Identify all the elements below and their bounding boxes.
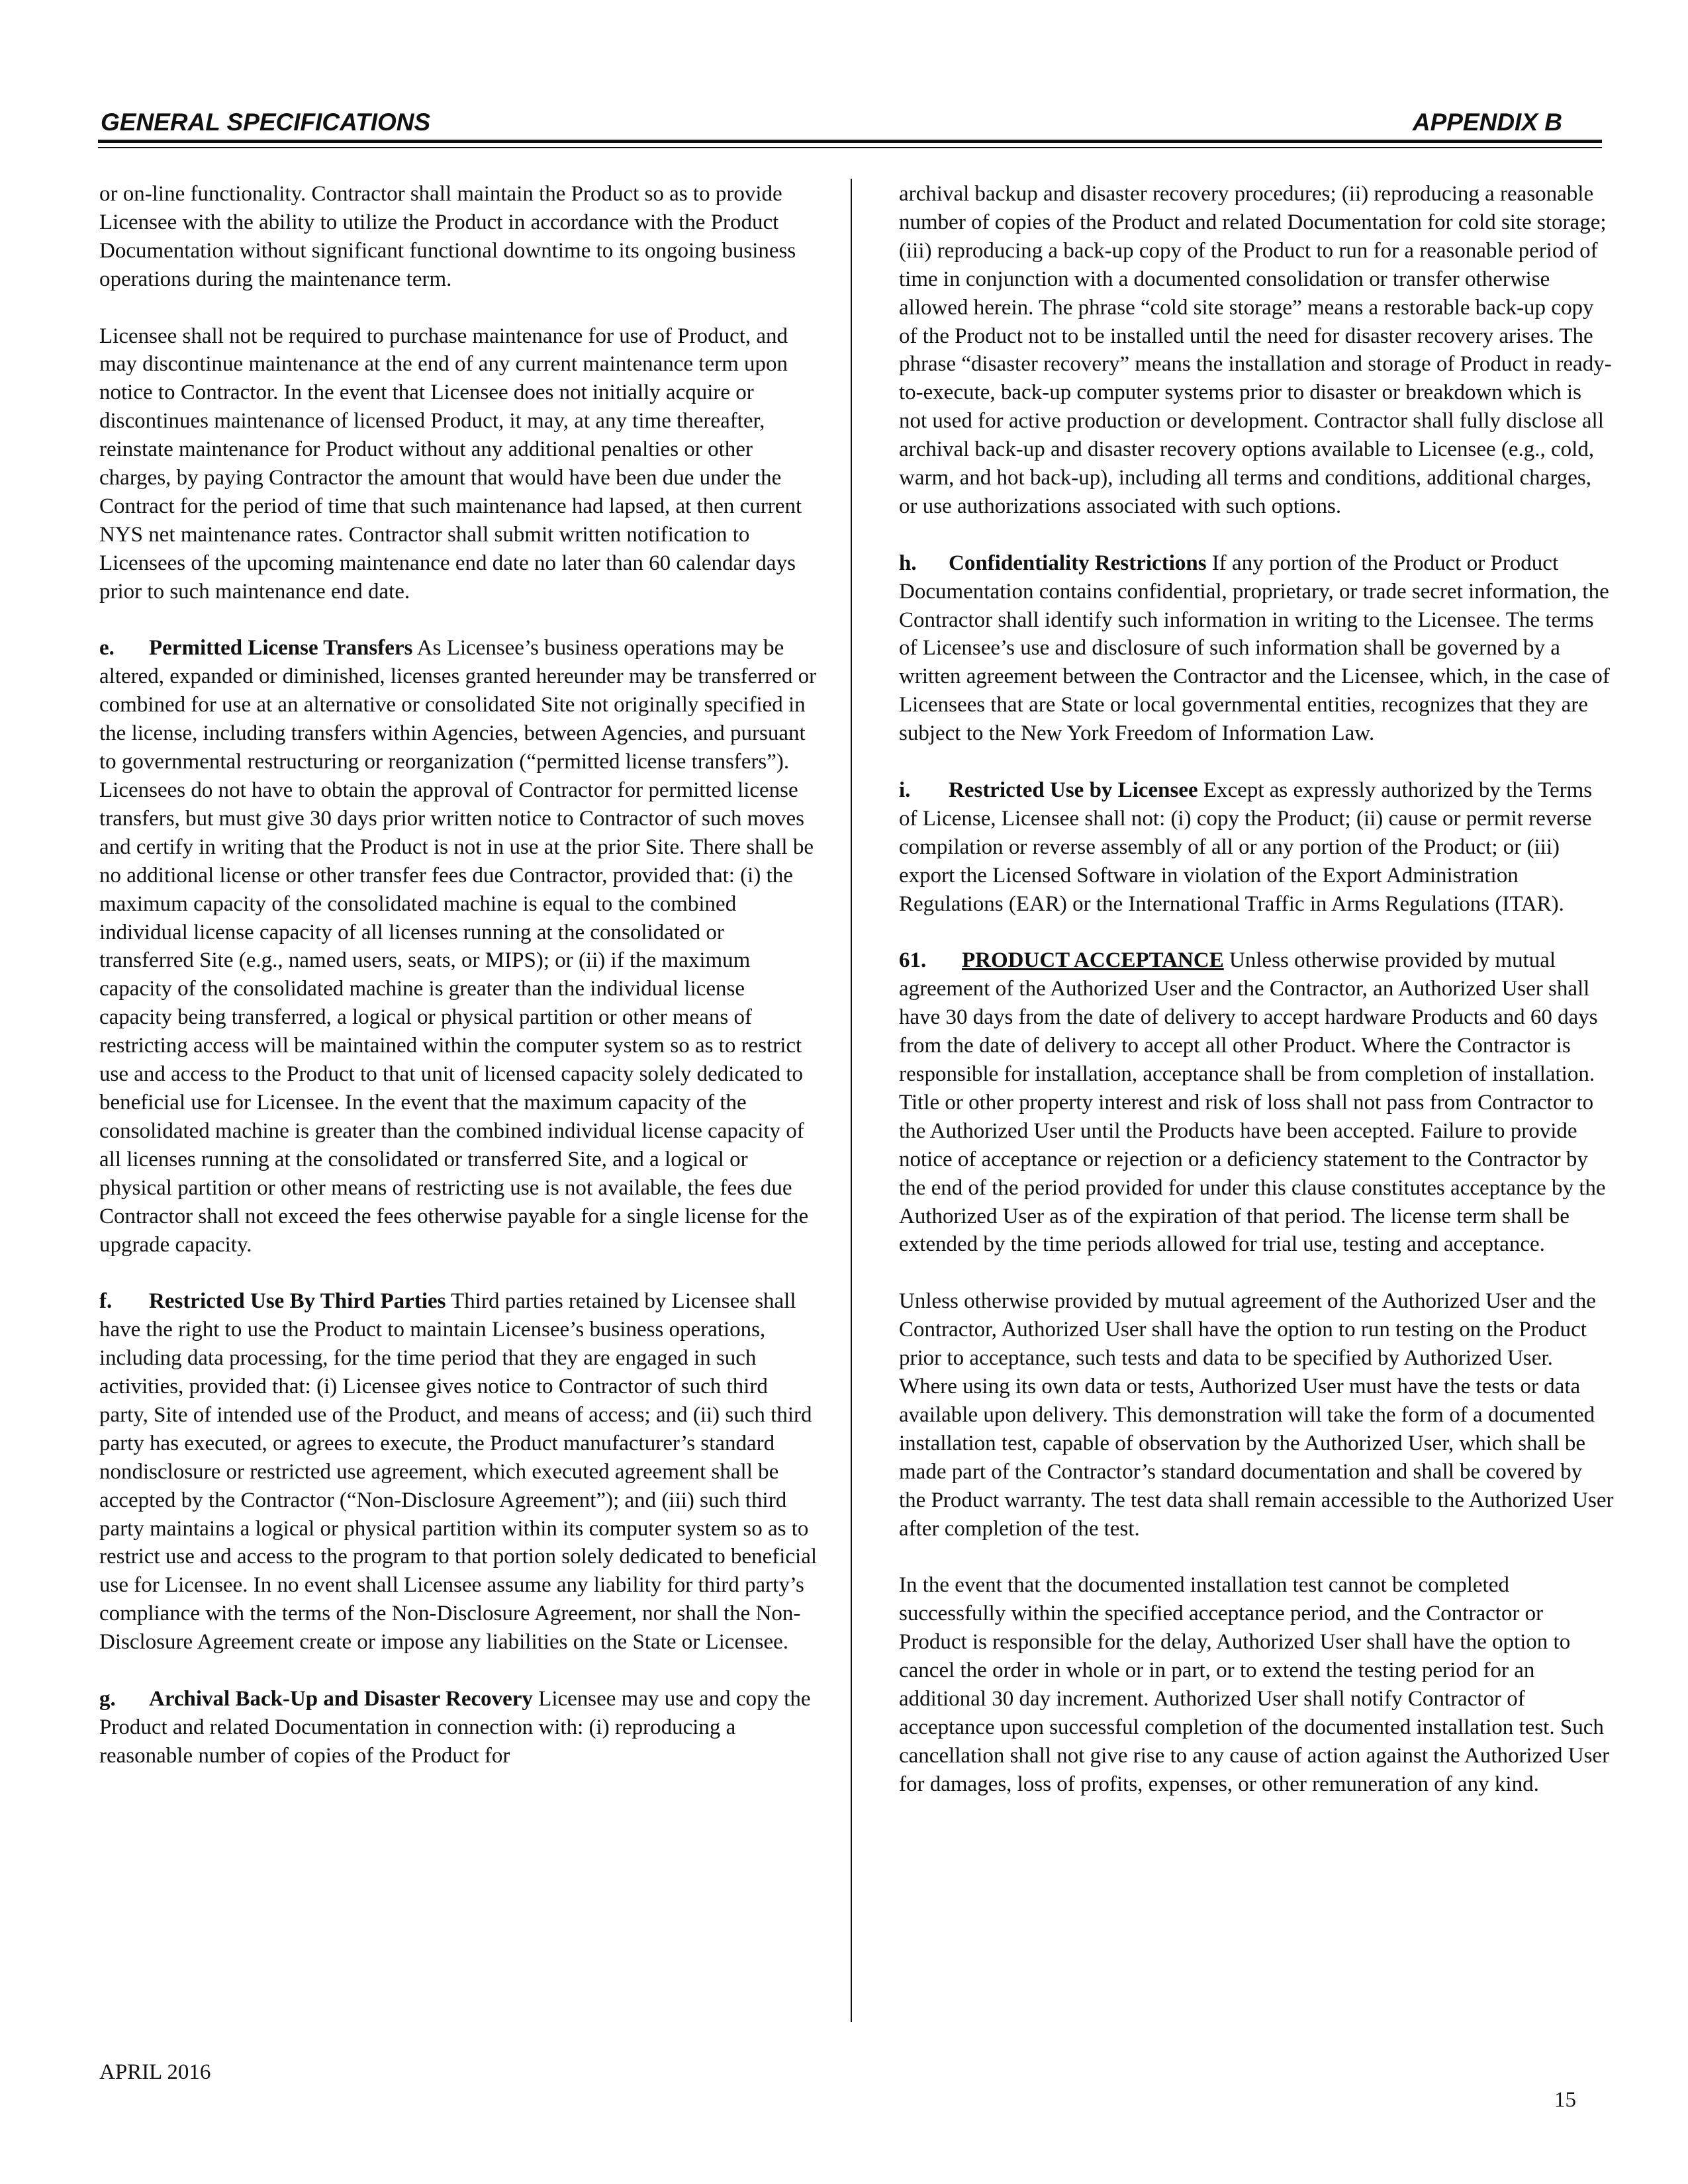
right-column: [899, 180, 1614, 1799]
header-rule-thick: [98, 140, 1602, 143]
section-i-restricted-use-licensee: [899, 776, 1614, 919]
section-title: Permitted License Transfers: [149, 636, 413, 660]
column-divider: [851, 179, 852, 2022]
paragraph-text: archival backup and disaster recovery procedures; (ii) reproducing a reasonable number of copies of the Product and related Documentation for cold site storage; (iii) reproducing a back-up copy of the Product to run for a reasonable period of time in conjunction with a documented consolidation or transfer otherwise allowed herein. The phrase “cold site storage” means a restorable back-up copy of the Product not to be installed until the need for disaster recovery arises. The phrase “disaster recovery” means the installation and storage of Product in ready-to-execute, back-up computer systems prior to disaster or breakdown which is not used for active production or development. Contractor shall fully disclose all archival back-up and disaster recovery options available to Licensee (e.g., cold, warm, and hot back-up), including all terms and conditions, additional charges, or use authorizations associated with such options.: [899, 182, 1612, 518]
section-label: h.: [899, 551, 917, 575]
section-label: f.: [99, 1289, 113, 1314]
paragraph-text: Unless otherwise provided by mutual agreement of the Authorized User and the Contractor, Authorized User shall have the option to run testing on the Product prior to acceptance, such tests and data to be specified by Authorized User. Where using its own data or tests, Authorized User must have the tests or data available upon delivery. This demonstration will take the form of a documented installation test, capable of observation by the Authorized User, which shall be made part of the Contractor’s standard documentation and shall be covered by the Product warranty. The test data shall remain accessible to the Authorized User after completion of the test.: [899, 1289, 1614, 1541]
section-h-confidentiality-restrictions: [899, 549, 1614, 748]
paragraph-text: or on-line functionality. Contractor shall maintain the Product so as to provide Licensee with the ability to utilize the Product in accordance with the Product Documentation without significant functional downtime to its ongoing business operations during the maintenance term.: [99, 182, 796, 291]
page-number: 15: [1554, 2088, 1576, 2112]
section-number: 61.: [899, 948, 927, 973]
paragraph-text: Licensee shall not be required to purchase maintenance for use of Product, and may discontinue maintenance at the end of any current maintenance term upon notice to Contractor. In the event that Licensee does not initially acquire or discontinues maintenance of licensed Product, it may, at any time thereafter, reinstate maintenance for Product without any additional penalties or other charges, by paying Contractor the amount that would have been due under the Contract for the period of time that such maintenance had lapsed, at then current NYS net maintenance rates. Contractor shall submit written notification to Licensees of the upcoming maintenance end date no later than 60 calendar days prior to such maintenance end date.: [99, 324, 802, 604]
section-title: Archival Back-Up and Disaster Recovery: [149, 1686, 533, 1711]
paragraph-maintenance-continued: [99, 180, 821, 294]
header-rule-thin: [98, 147, 1602, 148]
section-text: Third parties retained by Licensee shall have the right to use the Product to maintain Licensee’s business operations, including data processing, for the time period that they are engaged in such activities, provided that: (i) Licensee gives notice to Contractor of such third party, Site of intended use of the Product, and means of access; and (ii) such third party has executed, or agrees to execute, the Product manufacturer’s standard nondisclosure or restricted use agreement, which executed agreement shall be accepted by the Contractor (“Non-Disclosure Agreement”); and (iii) such third party maintains a logical or physical partition within its computer system so as to restrict use and access to the program to that portion solely dedicated to beneficial use for Licensee. In no event shall Licensee assume any liability for third party’s compliance with the terms of the Non-Disclosure Agreement, nor shall the Non-Disclosure Agreement create or impose any liabilities on the State or Licensee.: [99, 1289, 818, 1655]
paragraph-maintenance-purchase: [99, 322, 821, 606]
section-label: g.: [99, 1686, 116, 1711]
paragraph-archival-continued: [899, 180, 1614, 521]
section-label: e.: [99, 636, 115, 660]
section-text: If any portion of the Product or Product Documentation contains confidential, proprietary, or trade secret information, the Contractor shall identify such information in writing to the Licensee. The terms of Licensee’s use and disclosure of such information shall be governed by a written agreement between the Contractor and the Licensee, which, in the case of Licensees that are State or local governmental entities, recognizes that they are subject to the New York Freedom of Information Law.: [899, 551, 1610, 746]
section-text: Except as expressly authorized by the Terms of License, Licensee shall not: (i) copy the Product; (ii) cause or permit reverse compilation or reverse assembly of all or any portion of the Product; or (iii) export the Licensed Software in violation of the Export Administration Regulations (EAR) or the International Traffic in Arms Regulations (ITAR).: [899, 778, 1593, 916]
header-appendix: APPENDIX B: [1412, 109, 1562, 136]
paragraph-installation-test: [899, 1571, 1614, 1798]
section-title: Confidentiality Restrictions: [949, 551, 1207, 575]
footer-date: APRIL 2016: [99, 2060, 211, 2084]
section-f-restricted-use-third-parties: [99, 1287, 821, 1657]
section-text: Unless otherwise provided by mutual agreement of the Authorized User and the Contractor, an Authorized User shall have 30 days from the date of delivery to accept hardware Products and 60 days from the date of delivery to accept all other Product. Where the Contractor is responsible for installation, acceptance shall be from completion of installation. Title or other property interest and risk of loss shall not pass from Contractor to the Authorized User until the Products have been accepted. Failure to provide notice of acceptance or rejection or a deficiency statement to the Contractor by the end of the period provided for under this clause constitutes acceptance by the Authorized User as of the expiration of that period. The license term shall be extended by the time periods allowed for trial use, testing and acceptance.: [899, 948, 1606, 1257]
page-header: [98, 106, 1582, 139]
section-label: i.: [899, 778, 911, 802]
section-title: Restricted Use By Third Parties: [149, 1289, 446, 1314]
paragraph-testing-option: [899, 1287, 1614, 1543]
section-text: As Licensee’s business operations may be altered, expanded or diminished, licenses granted hereunder may be transferred or combined for use at an alternative or consolidated Site not originally specified in the license, including transfers within Agencies, between Agencies, and pursuant to governmental restructuring or reorganization (“permitted license transfers”). Licensees do not have to obtain the approval of Contractor for permitted license transfers, but must give 30 days prior written notice to Contractor of such moves and certify in writing that the Product is not in use at the prior Site. There shall be no additional license or other transfer fees due Contractor, provided that: (i) the maximum capacity of the consolidated machine is equal to the combined individual license capacity of all licenses running at the consolidated or transferred Site (e.g., named users, seats, or MIPS); or (ii) if the maximum capacity of the consolidated machine is greater than the individual license capacity being transferred, a logical or physical partition or other means of restricting access will be maintained within the computer system so as to restrict use and access to the Product to that unit of licensed capacity solely dedicated to beneficial use for Licensee. In the event that the maximum capacity of the consolidated machine is greater than the combined individual license capacity of all licenses running at the consolidated or transferred Site, and a logical or physical partition or other means of restricting use is not available, the fees due Contractor shall not exceed the fees otherwise payable for a single license for the upgrade capacity.: [99, 636, 817, 1257]
paragraph-text: In the event that the documented installation test cannot be completed successfully within the specified acceptance period, and the Contractor or Product is responsible for the delay, Authorized User shall have the option to cancel the order in whole or in part, or to extend the testing period for an additional 30 day increment. Authorized User shall notify Contractor of acceptance upon successful completion of the documented installation test. Such cancellation shall not give rise to any cause of action against the Authorized User for damages, loss of profits, expenses, or other remuneration of any kind.: [899, 1573, 1610, 1796]
header-title: GENERAL SPECIFICATIONS: [101, 109, 431, 136]
section-text: Licensee may use and copy the Product and related Documentation in connection with: (i) reproducing a reasonable number of copies of the Product for: [99, 1686, 811, 1768]
section-title: PRODUCT ACCEPTANCE: [962, 948, 1224, 973]
section-title: Restricted Use by Licensee: [949, 778, 1198, 802]
section-e-permitted-license-transfers: [99, 634, 821, 1259]
section-61-product-acceptance: [899, 946, 1614, 1259]
section-g-archival-backup: [99, 1685, 821, 1770]
left-column: [99, 180, 821, 1770]
